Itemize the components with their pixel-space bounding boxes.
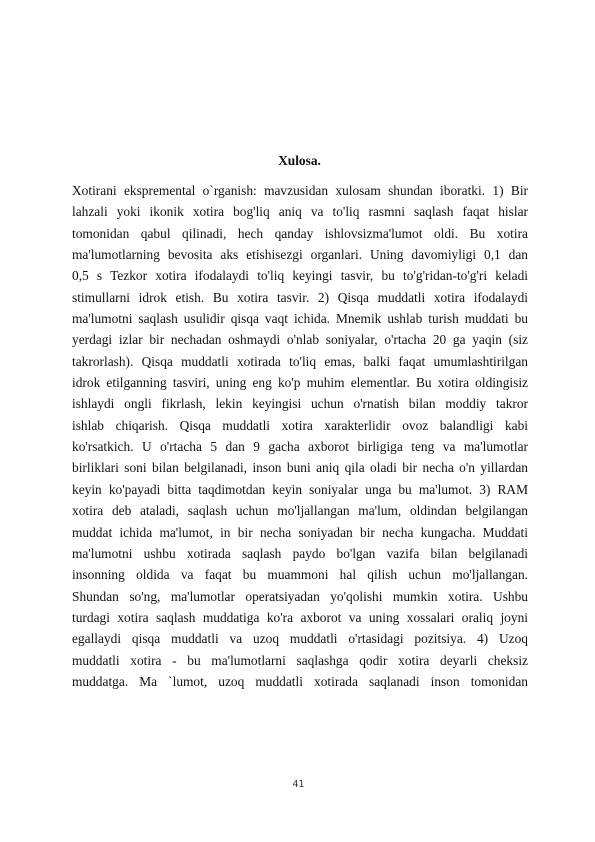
text-line: ishlaydi ongli fikrlash, lekin keyingisi uchun o'rnatish bilan moddiy takror xyxy=(72,396,528,412)
text-line: yerdagi izlar bir nechadan oshmaydi o'nlab soniyalar, o'rtacha 20 ga yaqin (siz xyxy=(72,332,528,348)
text-line: tomonidan qabul qilinadi, hech qanday ishlovsizma'lumot oldi. Bu xotira xyxy=(72,225,528,241)
text-line: birliklari soni bilan belgilanadi, inson buni aniq qila oladi bir necha o'n yillardan xyxy=(72,460,528,476)
text-line: Xotirani eksprementаl o`rganish: mavzusidan xulosam shundan iboratki. 1) Bir xyxy=(72,183,528,198)
text-line: ma'lumotni saqlash usulidir qisqa vaqt ichida. Mnemik ushlab turish muddati bu xyxy=(72,311,528,327)
text-line: Shundan so'ng, ma'lumotlar operatsiyadan yo'qolishi mumkin xotira. Ushbu xyxy=(72,588,528,604)
body-paragraph xyxy=(72,180,528,692)
text-line: xotira deb ataladi, saqlash uchun mo'ljallangan ma'lum, oldindan belgilangan xyxy=(72,503,528,519)
text-line: ishlab chiqarish. Qisqa muddatli xotira xarakterlidir ovoz balandligi kabi xyxy=(72,417,528,433)
text-line: keyin ko'payadi bitta taqdimotdan keyin soniyalar unga bu ma'lumot. 3) RAM xyxy=(72,481,528,497)
text-line: idrok etilganning tasviri, uning eng ko'p muhim elementlar. Bu xotira oldingisiz xyxy=(72,375,528,391)
text-line: takrorlash). Qisqa muddatli xotirada to'liq emas, balki faqat umumlashtirilgan xyxy=(72,353,528,369)
section-title: Xulosa. xyxy=(278,153,321,168)
text-line: 0,5 s Tezkor xotira ifodalaydi to'liq keyingi tasvir, bu to'g'ridan-to'g'ri keladi xyxy=(72,268,528,284)
text-line: stimullarni idrok etish. Bu xotira tasvir. 2) Qisqa muddatli xotira ifodalaydi xyxy=(72,289,528,305)
text-line: ma'lumotni ushbu xotirada saqlash paydo bo'lgan vazifa bilan belgilanadi xyxy=(72,545,528,561)
text-line: lahzali yoki ikonik xotira bog'liq aniq va to'liq rasmni saqlash faqat hislar xyxy=(72,204,528,220)
text-line: muddatga. Ma `lumot, uzoq muddatli xotirada saqlanadi inson tomonidan xyxy=(72,673,528,689)
text-line: egallaydi qisqa muddatli va uzoq muddatli o'rtasidagi pozitsiya. 4) Uzoq xyxy=(72,631,528,647)
text-line: turdagi xotira saqlash muddatiga ko'ra axborot va uning xossalari oraliq joyni xyxy=(72,609,528,625)
text-line: muddatli xotira - bu ma'lumotlarni saqlashga qodir xotira deyarli cheksiz xyxy=(72,652,528,668)
text-line: ma'lumotlarning bevosita aks etishisezgi organlari. Uning davomiyligi 0,1 dan xyxy=(72,247,528,263)
text-line: ko'rsatkich. U o'rtacha 5 dan 9 gacha axborot birligiga teng va ma'lumotlar xyxy=(72,439,528,455)
text-line: muddat ichida ma'lumot, in bir necha soniyadan bir necha kungacha. Muddati xyxy=(72,524,528,540)
page-number: 41 xyxy=(292,779,305,790)
text-line: insonning oldida va faqat bu muammoni hal qilish uchun mo'ljallangan. xyxy=(72,567,528,583)
